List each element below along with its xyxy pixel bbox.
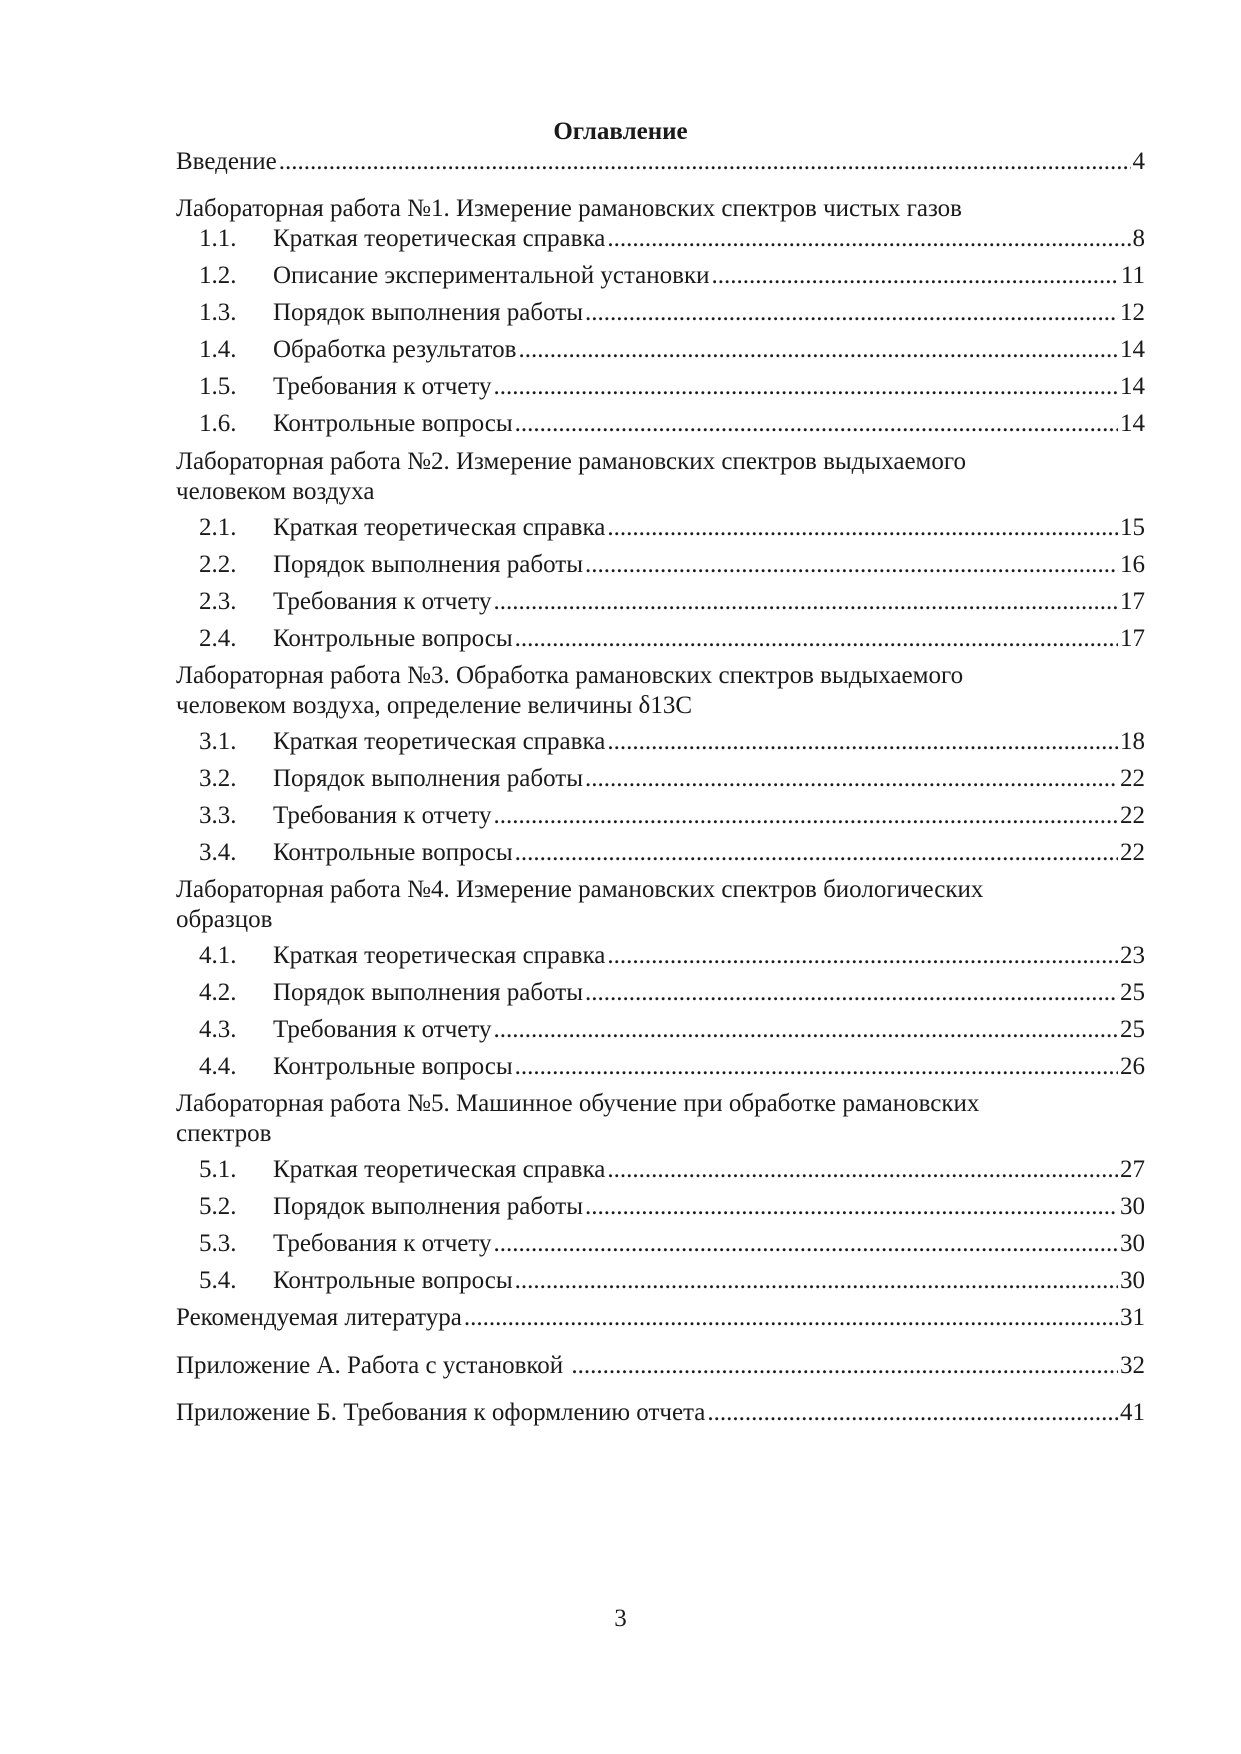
toc-entry-1-2[interactable]: [199, 261, 1145, 291]
dot-leader: [518, 335, 1118, 365]
toc-entry-label: Порядок выполнения работы: [273, 765, 583, 792]
toc-page-number: 30: [1120, 1193, 1145, 1220]
toc-entry-number: 4.4.: [199, 1053, 237, 1080]
toc-entry-4-4[interactable]: [199, 1052, 1145, 1082]
toc-page-number: 25: [1120, 1016, 1145, 1043]
toc-entry-1-6[interactable]: [199, 409, 1145, 439]
toc-entry-label: Описание экспериментальной установки: [273, 262, 710, 289]
toc-entry-intro[interactable]: [176, 147, 1145, 177]
toc-entry-5-1[interactable]: [199, 1155, 1145, 1185]
toc-entry-number: 5.4.: [199, 1267, 237, 1294]
toc-entry-number: 3.1.: [199, 728, 237, 755]
toc-page-number: 27: [1120, 1156, 1145, 1183]
toc-page-number: 4: [1132, 148, 1145, 175]
dot-leader: [585, 1192, 1118, 1222]
toc-entry-number: 1.4.: [199, 336, 237, 363]
toc-entry-number: 4.3.: [199, 1016, 237, 1043]
toc-page-number: 32: [1120, 1352, 1145, 1379]
toc-entry-label: Требования к отчету: [273, 1230, 492, 1257]
toc-entry-label: Требования к отчету: [273, 802, 492, 829]
toc-entry-number: 5.1.: [199, 1156, 237, 1183]
dot-leader: [585, 978, 1118, 1008]
toc-page-number: 8: [1132, 225, 1145, 252]
toc-entry-number: 1.5.: [199, 373, 237, 400]
toc-page-number: 16: [1120, 551, 1145, 578]
toc-entry-appendix-b[interactable]: [176, 1398, 1145, 1428]
toc-page-number: 18: [1120, 728, 1145, 755]
lab4-heading-line2[interactable]: образцов: [176, 906, 273, 933]
toc-entry-number: 5.3.: [199, 1230, 237, 1257]
toc-entry-label: Требования к отчету: [273, 1016, 492, 1043]
toc-entry-1-1[interactable]: [199, 224, 1145, 254]
dot-leader: [607, 727, 1118, 757]
toc-page-number: 30: [1120, 1230, 1145, 1257]
toc-entry-label: Краткая теоретическая справка: [273, 1156, 606, 1183]
toc-page-number: 25: [1120, 979, 1145, 1006]
lab3-heading-line1[interactable]: Лабораторная работа №3. Обработка рамановских спектров выдыхаемого: [176, 662, 964, 689]
dot-leader: [515, 838, 1118, 868]
lab2-heading-line2[interactable]: человеком воздуха: [176, 478, 375, 505]
toc-entry-label: Порядок выполнения работы: [273, 1193, 583, 1220]
toc-entry-label: Контрольные вопросы: [273, 1053, 513, 1080]
toc-entry-label: Требования к отчету: [273, 588, 492, 615]
toc-entry-label: Введение: [176, 148, 277, 175]
dot-leader: [515, 1052, 1118, 1082]
dot-leader: [585, 550, 1118, 580]
toc-page-number: 22: [1120, 765, 1145, 792]
toc-entry-5-2[interactable]: [199, 1192, 1145, 1222]
toc-entry-literature[interactable]: [176, 1303, 1145, 1333]
toc-entry-2-1[interactable]: [199, 513, 1145, 543]
dot-leader: [515, 624, 1118, 654]
dot-leader: [711, 261, 1118, 291]
toc-entry-number: 1.3.: [199, 299, 237, 326]
toc-page-number: 14: [1120, 410, 1145, 437]
dot-leader: [707, 1398, 1118, 1428]
toc-entry-5-4[interactable]: [199, 1266, 1145, 1296]
dot-leader: [607, 1155, 1118, 1185]
toc-entry-label: Краткая теоретическая справка: [273, 514, 606, 541]
toc-entry-label: Краткая теоретическая справка: [273, 942, 606, 969]
toc-page-number: 15: [1120, 514, 1145, 541]
lab1-heading[interactable]: Лабораторная работа №1. Измерение рамановских спектров чистых газов: [176, 195, 962, 222]
toc-entry-number: 3.2.: [199, 765, 237, 792]
toc-entry-label: Требования к отчету: [273, 373, 492, 400]
toc-entry-2-4[interactable]: [199, 624, 1145, 654]
toc-page-number: 31: [1120, 1304, 1145, 1331]
toc-page-number: 17: [1120, 625, 1145, 652]
dot-leader: [493, 372, 1118, 402]
dot-leader: [493, 587, 1118, 617]
dot-leader: [493, 1229, 1118, 1259]
toc-entry-number: 4.2.: [199, 979, 237, 1006]
dot-leader: [493, 1015, 1118, 1045]
toc-page-number: 14: [1120, 373, 1145, 400]
toc-entry-number: 2.2.: [199, 551, 237, 578]
toc-page-number: 11: [1120, 262, 1145, 289]
toc-entry-1-3[interactable]: [199, 298, 1145, 328]
toc-entry-label: Контрольные вопросы: [273, 1267, 513, 1294]
toc-entry-label: Контрольные вопросы: [273, 839, 513, 866]
toc-entry-label: Краткая теоретическая справка: [273, 728, 606, 755]
lab3-heading-line2[interactable]: человеком воздуха, определение величины δ13С: [176, 692, 692, 719]
toc-entry-3-3[interactable]: [199, 801, 1145, 831]
toc-entry-number: 3.4.: [199, 839, 237, 866]
toc-page-number: 41: [1120, 1399, 1145, 1426]
toc-entry-3-2[interactable]: [199, 764, 1145, 794]
toc-entry-4-2[interactable]: [199, 978, 1145, 1008]
toc-title: Оглавление: [553, 118, 688, 145]
toc-entry-number: 1.6.: [199, 410, 237, 437]
dot-leader: [585, 764, 1118, 794]
toc-entry-number: 5.2.: [199, 1193, 237, 1220]
toc-entry-number: 4.1.: [199, 942, 237, 969]
toc-entry-number: 3.3.: [199, 802, 237, 829]
toc-entry-2-2[interactable]: [199, 550, 1145, 580]
dot-leader: [607, 941, 1118, 971]
dot-leader: [279, 147, 1131, 177]
lab5-heading-line2[interactable]: спектров: [176, 1120, 272, 1147]
toc-entry-number: 2.3.: [199, 588, 237, 615]
toc-page-number: 26: [1120, 1053, 1145, 1080]
dot-leader: [464, 1303, 1118, 1333]
toc-entry-label: Порядок выполнения работы: [273, 979, 583, 1006]
toc-entry-label: Контрольные вопросы: [273, 410, 513, 437]
lab4-heading-line1[interactable]: Лабораторная работа №4. Измерение рамановских спектров биологических: [176, 876, 984, 903]
toc-entry-4-3[interactable]: [199, 1015, 1145, 1045]
toc-entry-number: 1.2.: [199, 262, 237, 289]
dot-leader: [607, 224, 1130, 254]
lab5-heading-line1[interactable]: Лабораторная работа №5. Машинное обучение при обработке рамановских: [176, 1090, 980, 1117]
dot-leader: [515, 1266, 1118, 1296]
lab2-heading-line1[interactable]: Лабораторная работа №2. Измерение рамановских спектров выдыхаемого: [176, 448, 967, 475]
dot-leader: [571, 1351, 1118, 1381]
toc-page-number: 14: [1120, 336, 1145, 363]
dot-leader: [493, 801, 1118, 831]
toc-page-number: 17: [1120, 588, 1145, 615]
toc-entry-appendix-a[interactable]: [176, 1351, 1145, 1381]
toc-entry-number: 1.1.: [199, 225, 237, 252]
toc-page-number: 22: [1120, 839, 1145, 866]
toc-entry-label: Контрольные вопросы: [273, 625, 513, 652]
toc-page-number: 30: [1120, 1267, 1145, 1294]
toc-entry-1-4[interactable]: [199, 335, 1145, 365]
toc-entry-label: Приложение Б. Требования к оформлению отчета: [176, 1399, 706, 1426]
toc-page-number: 12: [1120, 299, 1145, 326]
toc-entry-2-3[interactable]: [199, 587, 1145, 617]
dot-leader: [585, 298, 1118, 328]
page-number: 3: [614, 1605, 627, 1632]
dot-leader: [607, 513, 1118, 543]
toc-page-number: 23: [1120, 942, 1145, 969]
toc-entry-3-1[interactable]: [199, 727, 1145, 757]
toc-entry-3-4[interactable]: [199, 838, 1145, 868]
toc-entry-label: Приложение А. Работа с установкой: [176, 1352, 570, 1379]
dot-leader: [515, 409, 1118, 439]
toc-entry-label: Обработка результатов: [273, 336, 517, 363]
toc-entry-label: Рекомендуемая литература: [176, 1304, 462, 1331]
toc-entry-4-1[interactable]: [199, 941, 1145, 971]
toc-entry-number: 2.1.: [199, 514, 237, 541]
toc-entry-1-5[interactable]: [199, 372, 1145, 402]
toc-entry-5-3[interactable]: [199, 1229, 1145, 1259]
toc-entry-label: Порядок выполнения работы: [273, 551, 583, 578]
toc-entry-label: Порядок выполнения работы: [273, 299, 583, 326]
toc-entry-number: 2.4.: [199, 625, 237, 652]
toc-entry-label: Краткая теоретическая справка: [273, 225, 606, 252]
toc-page-number: 22: [1120, 802, 1145, 829]
